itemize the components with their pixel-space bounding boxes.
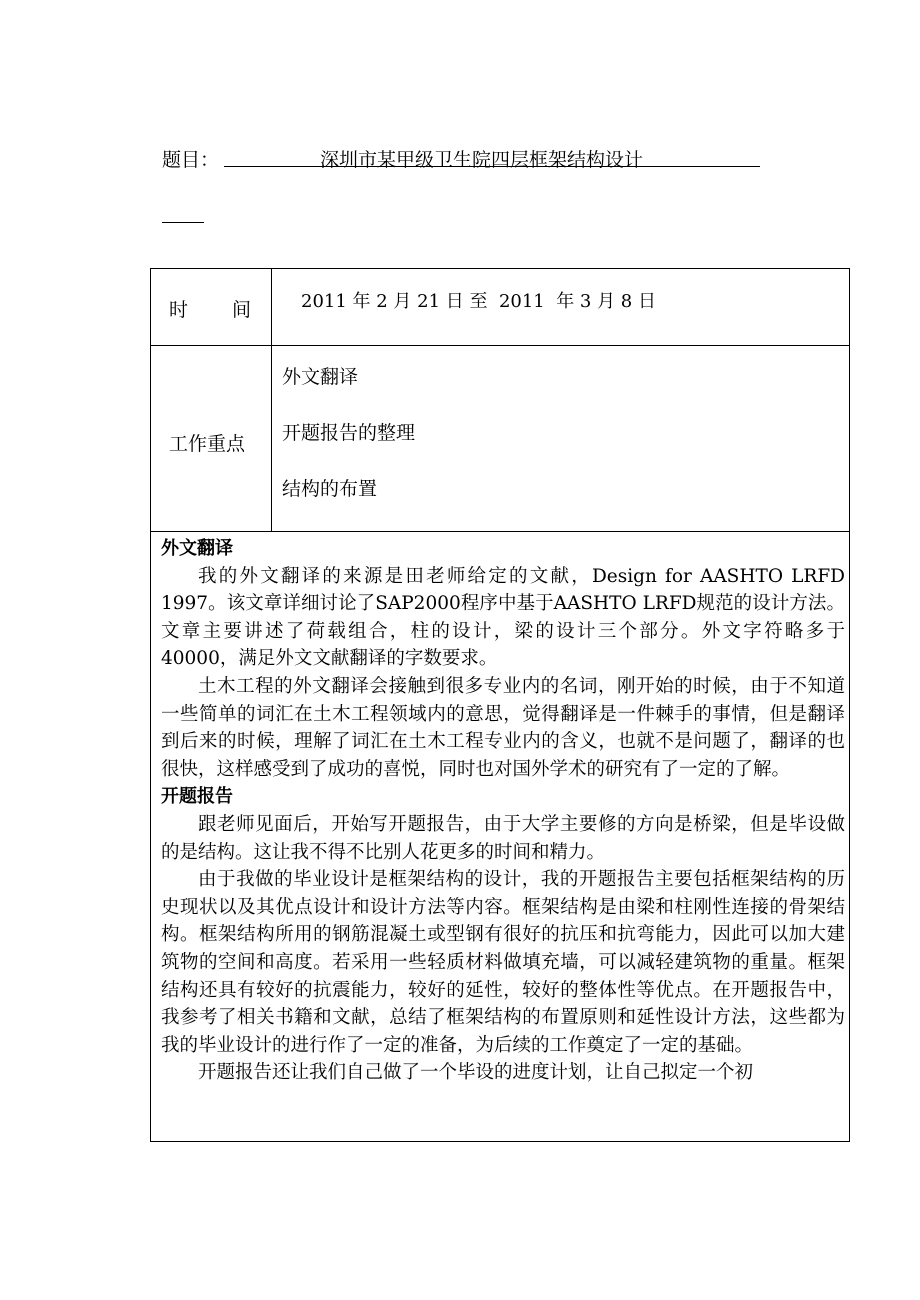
column-divider [271,269,272,531]
paragraph: 我的外文翻译的来源是田老师给定的文献，Design for AASHTO LRFD 1997。该文章详细讨论了SAP2000程序中基于AASHTO LRFD规范的设计方法。文章主要讲述了荷载组合，柱的设计，梁的设计三个部分。外文字符略多于40000，满足外文文献翻译的字数要求。 [161,565,845,670]
work-report-table [150,268,850,1142]
paragraph: 土木工程的外文翻译会接触到很多专业内的名词，刚开始的时候，由于不知道一些简单的词汇在土木工程领域内的意思，觉得翻译是一件棘手的事情，但是翻译到后来的时候，理解了词汇在土木工程专业内的含义，也就不是问题了，翻译的也很快，这样感受到了成功的喜悦，同时也对国外学术的研究有了一定的了解。 [161,675,845,780]
focus-item-2: 开题报告的整理 [282,422,416,444]
title-underline [224,145,760,171]
time-label-char-1: 时 [169,299,189,321]
section-heading-translation: 外文翻译 [161,538,233,559]
time-value: 2011 年 2 月 21 日 至 2011 年 3 月 8 日 [301,291,656,312]
focus-item-1: 外文翻译 [282,366,359,388]
focus-item-3: 结构的布置 [282,478,378,500]
row-divider-2 [151,531,849,532]
row-divider-1 [151,345,849,346]
paragraph: 由于我做的毕业设计是框架结构的设计，我的开题报告主要包括框架结构的历史现状以及其优点设计和设计方法等内容。框架结构是由梁和柱刚性连接的骨架结构。框架结构所用的钢筋混凝土或型钢有很好的抗压和抗弯能力，因此可以加大建筑物的空间和高度。若采用一些轻质材料做填充墙，可以减轻建筑物的重量。框架结构还具有较好的抗震能力，较好的延性，较好的整体性等优点。在开题报告中，我参考了相关书籍和文献，总结了框架结构的布置原则和延性设计方法，这些都为我的毕业设计的进行作了一定的准备，为后续的工作奠定了一定的基础。 [161,869,845,1056]
time-label-char-2: 间 [232,299,252,321]
report-content [161,535,845,1087]
focus-label: 工作重点 [169,433,246,455]
title-label: 题目： [162,149,220,171]
paragraph: 开题报告还让我们自己做了一个毕设的进度计划，让自己拟定一个初 [198,1062,754,1084]
time-label [169,295,251,322]
title-continuation-line [162,222,204,223]
document-title: 深圳市某甲级卫生院四层框架结构设计 [320,149,644,171]
paragraph: 跟老师见面后，开始写开题报告，由于大学主要修的方向是桥梁，但是毕设做的是结构。这让我不得不比别人花更多的时间和精力。 [161,813,845,863]
section-heading-proposal: 开题报告 [161,786,233,808]
